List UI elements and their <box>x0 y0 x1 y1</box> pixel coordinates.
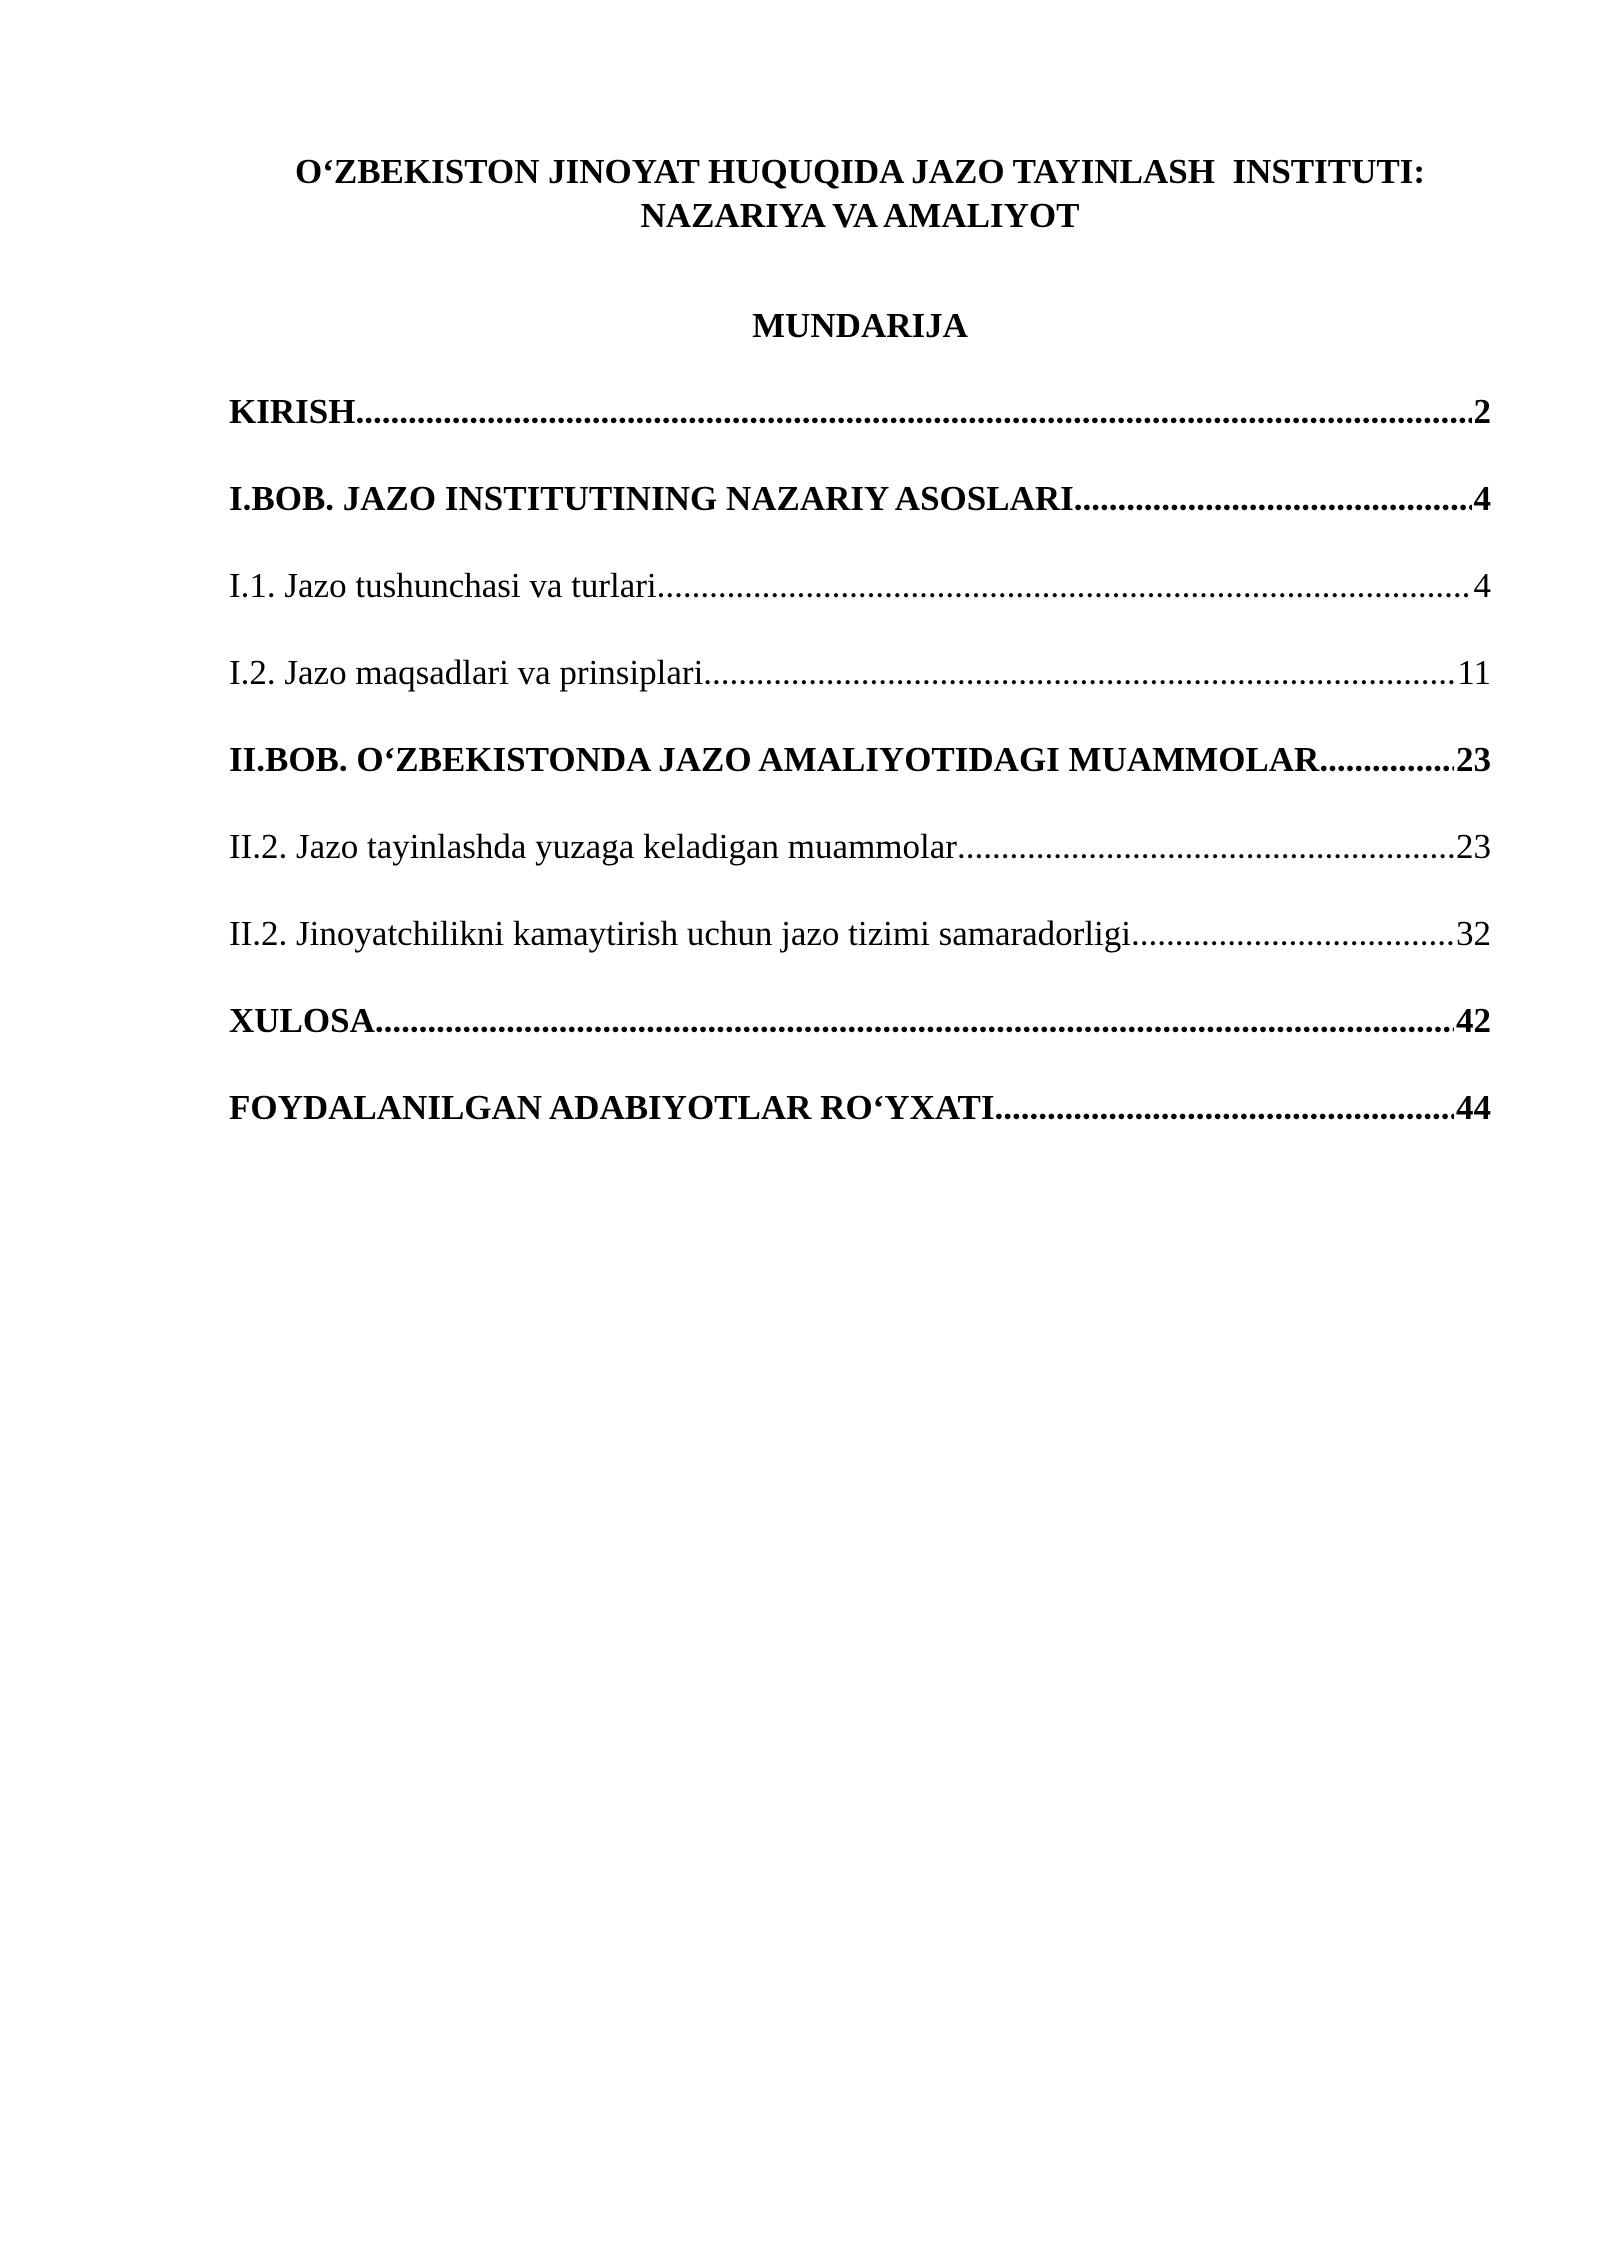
toc-entry <box>229 1086 1491 1173</box>
document-title-line-2: NAZARIYA VA AMALIYOT <box>640 196 1080 235</box>
toc-dot-leader <box>1319 738 1454 782</box>
toc-dot-leader <box>375 999 1454 1043</box>
toc-entry <box>229 825 1491 912</box>
toc-entry-page-number: 2 <box>1473 392 1491 431</box>
toc-entry-label: I.BOB. JAZO INSTITUTINING NAZARIY ASOSLARI <box>229 479 1074 518</box>
toc-entry <box>229 912 1491 999</box>
toc-entry-label: XULOSA <box>229 1001 375 1040</box>
toc-entry-label: KIRISH <box>229 392 356 431</box>
toc-entry-label: II.2. Jazo tayinlashda yuzaga keladigan muammolar <box>229 827 957 866</box>
toc-entry-label: FOYDALANILGAN ADABIYOTLAR RO‘YXATI <box>229 1088 995 1127</box>
toc-entry-page-number: 42 <box>1456 1001 1491 1040</box>
toc-entry <box>229 999 1491 1086</box>
toc-heading: MUNDARIJA <box>752 306 968 345</box>
toc-entry-page-number: 11 <box>1457 653 1491 692</box>
toc-dot-leader <box>703 651 1455 695</box>
toc-entry <box>229 738 1491 825</box>
toc-entry <box>229 390 1491 477</box>
toc-dot-leader <box>1131 912 1454 956</box>
toc-dot-leader <box>355 390 1471 434</box>
toc-entry-page-number: 44 <box>1456 1088 1491 1127</box>
toc-entry-label: I.2. Jazo maqsadlari va prinsiplari <box>229 653 704 692</box>
toc-entry <box>229 651 1491 738</box>
toc-entry-page-number: 32 <box>1456 914 1491 953</box>
toc-entry-page-number: 4 <box>1473 566 1491 605</box>
table-of-contents <box>229 390 1491 1173</box>
toc-dot-leader <box>657 564 1472 608</box>
toc-entry-label: II.BOB. O‘ZBEKISTONDA JAZO AMALIYOTIDAGI MUAMMOLAR <box>229 740 1320 779</box>
document-title-line-1: O‘ZBEKISTON JINOYAT HUQUQIDA JAZO TAYINLASH INSTITUTI: <box>294 152 1426 191</box>
toc-entry-label: I.1. Jazo tushunchasi va turlari <box>229 566 657 605</box>
toc-entry <box>229 477 1491 564</box>
toc-entry-label: II.2. Jinoyatchilikni kamaytirish uchun jazo tizimi samaradorligi <box>229 914 1132 953</box>
toc-dot-leader <box>957 825 1454 869</box>
toc-entry-page-number: 23 <box>1456 740 1491 779</box>
document-title <box>200 150 1520 238</box>
toc-entry-page-number: 23 <box>1456 827 1491 866</box>
toc-entry-page-number: 4 <box>1473 479 1491 518</box>
toc-dot-leader <box>995 1086 1454 1130</box>
toc-dot-leader <box>1074 477 1472 521</box>
toc-entry <box>229 564 1491 651</box>
